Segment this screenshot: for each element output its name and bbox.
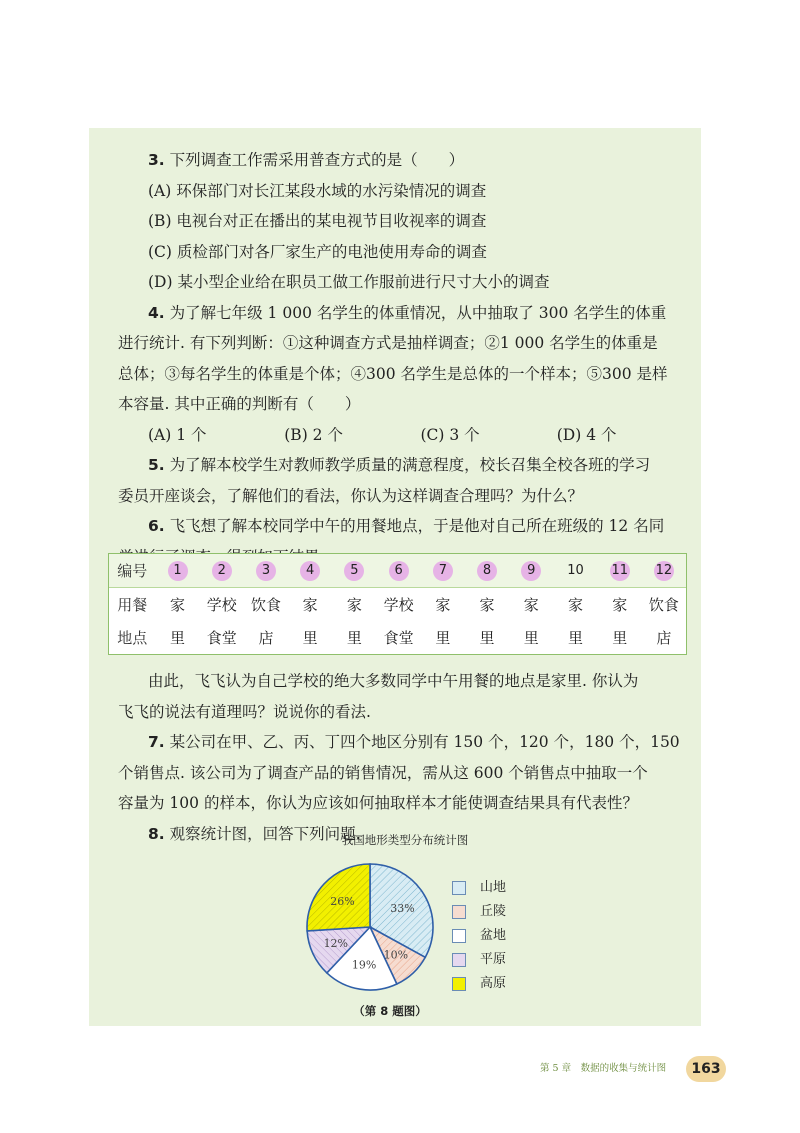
table-cell: 里 <box>346 629 362 647</box>
q3-stem: 3. 下列调查工作需采用普查方式的是（ ） <box>148 151 465 169</box>
table-cell: 里 <box>567 629 583 647</box>
legend-item: 丘陵 <box>452 900 506 924</box>
legend-swatch-icon <box>452 929 466 943</box>
lunch-survey-table <box>108 553 687 655</box>
student-number: 5 <box>344 561 364 581</box>
table-row <box>109 621 686 654</box>
q4-line-1: 4. 为了解七年级 1 000 名学生的体重情况，从中抽取了 300 名学生的体重 <box>148 303 667 322</box>
legend-swatch-icon <box>452 953 466 967</box>
table-cell: 食堂 <box>383 629 414 647</box>
table-cell: 家 <box>170 596 186 614</box>
table-cell: 里 <box>612 629 628 647</box>
q3-option-b: (B) 电视台对正在播出的某电视节目收视率的调查 <box>148 212 487 230</box>
legend-swatch-icon <box>452 881 466 895</box>
student-number: 1 <box>168 561 188 581</box>
table-cell: 家 <box>612 596 628 614</box>
chart-caption: （第 8 题图） <box>353 1004 427 1018</box>
table-cell: 店 <box>656 629 672 647</box>
pie-slice-label: 12% <box>323 937 349 951</box>
legend-item: 盆地 <box>452 924 506 948</box>
q5-line-2: 委员开座谈会，了解他们的看法，你认为这样调查合理吗？为什么？ <box>118 486 584 505</box>
student-number: 7 <box>433 561 453 581</box>
pie-slice-label: 26% <box>330 895 355 909</box>
q6-after-1: 由此，飞飞认为自己学校的绝大多数同学中午用餐的地点是家里. 你认为 <box>148 672 639 690</box>
q7-line-2: 个销售点. 该公司为了调查产品的销售情况，需从这 600 个销售点中抽取一个 <box>118 763 648 782</box>
student-number: 3 <box>256 561 276 581</box>
pie-slice-label: 19% <box>351 958 377 972</box>
legend-swatch-icon <box>452 977 466 991</box>
q4-options <box>118 420 693 451</box>
student-number: 8 <box>477 561 497 581</box>
q3-option-d: (D) 某小型企业给在职员工做工作服前进行尺寸大小的调查 <box>148 273 550 291</box>
legend-item: 高原 <box>452 972 506 996</box>
table-cell: 家 <box>346 596 362 614</box>
table-row <box>109 554 686 588</box>
table-row <box>109 588 686 621</box>
table-cell: 里 <box>302 629 318 647</box>
student-number: 2 <box>212 561 232 581</box>
table-cell: 里 <box>435 629 451 647</box>
student-number: 9 <box>521 561 541 581</box>
table-head-number: 编号 <box>117 562 148 580</box>
chapter-footer: 第 5 章 数据的收集与统计图 <box>540 1063 667 1074</box>
student-number: 4 <box>300 561 320 581</box>
table-cell: 店 <box>258 629 274 647</box>
q4-line-3: 总体；③每名学生的体重是个体；④300 名学生是总体的一个样本；⑤300 是样 <box>118 364 668 383</box>
exercise-text-continued <box>118 666 693 849</box>
q3-option-a: (A) 环保部门对长江某段水域的水污染情况的调查 <box>148 181 487 200</box>
q4-option-b: (B) 2 个 <box>284 425 343 444</box>
table-cell: 学校 <box>383 596 414 614</box>
q7-line-3: 容量为 100 的样本，你认为应该如何抽取样本才能使调查结果具有代表性？ <box>118 794 638 812</box>
pie-slice-label: 10% <box>383 948 409 962</box>
q4-option-c: (C) 3 个 <box>420 425 480 444</box>
table-head-place: 地点 <box>117 629 148 647</box>
table-head-meal: 用餐 <box>117 596 148 614</box>
table-cell: 食堂 <box>206 629 237 647</box>
table-cell: 学校 <box>206 596 237 614</box>
table-cell: 饮食 <box>250 596 281 614</box>
table-cell: 里 <box>170 629 186 647</box>
table-cell: 家 <box>302 596 318 614</box>
student-number: 11 <box>610 561 630 581</box>
table-cell: 家 <box>567 596 583 614</box>
q4-option-a: (A) 1 个 <box>148 425 207 444</box>
q5-line-1: 5. 为了解本校学生对教师教学质量的满意程度，校长召集全校各班的学习 <box>148 456 651 474</box>
pie-slice-label: 33% <box>390 901 415 915</box>
table-cell: 家 <box>523 596 539 614</box>
q7-line-1: 7. 某公司在甲、乙、丙、丁四个地区分别有 150 个，120 个，180 个，150 <box>148 733 680 751</box>
q6-line-1: 6. 飞飞想了解本校同学中午的用餐地点，于是他对自己所在班级的 12 名同 <box>148 517 665 535</box>
table-cell: 家 <box>479 596 495 614</box>
q4-option-d: (D) 4 个 <box>556 425 617 444</box>
legend-swatch-icon <box>452 905 466 919</box>
q4-line-2: 进行统计. 有下列判断：①这种调查方式是抽样调查；②1 000 名学生的体重是 <box>118 334 658 352</box>
chart-title: 我国地形类型分布统计图 <box>341 833 469 847</box>
legend-item: 山地 <box>452 876 506 900</box>
page-number: 163 <box>686 1056 726 1082</box>
student-number: 6 <box>389 561 409 581</box>
chart-legend <box>452 876 506 996</box>
table-cell: 里 <box>523 629 539 647</box>
q4-line-4: 本容量. 其中正确的判断有（ ） <box>118 395 361 413</box>
exercise-text <box>118 145 693 572</box>
legend-item: 平原 <box>452 948 506 972</box>
q6-after-2: 飞飞的说法有道理吗？说说你的看法. <box>118 702 371 721</box>
table-cell: 里 <box>479 629 495 647</box>
terrain-pie-chart <box>290 852 450 1002</box>
table-cell: 饮食 <box>648 596 679 614</box>
student-number: 12 <box>654 561 674 581</box>
q8-stem: 8. 观察统计图，回答下列问题. <box>148 824 361 843</box>
student-number: 10 <box>567 563 584 578</box>
table-cell: 家 <box>435 596 451 614</box>
q3-option-c: (C) 质检部门对各厂家生产的电池使用寿命的调查 <box>148 242 487 261</box>
